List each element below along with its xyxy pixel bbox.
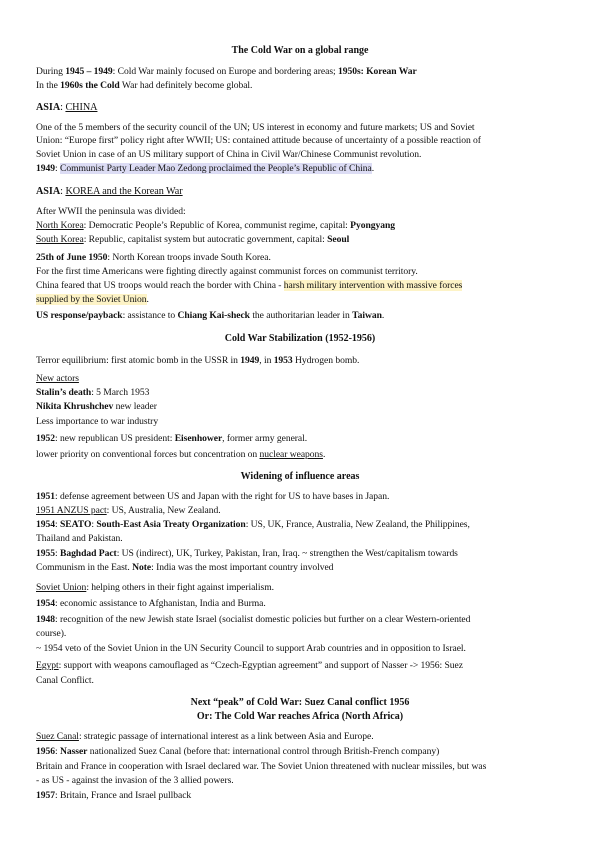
widening-heading: Widening of influence areas [240, 471, 360, 482]
intro-line-2: In the 1960s the Cold War had definitely become global. [36, 80, 253, 91]
widening-line-6: Communism in the East. Note: India was the most important country involved [36, 562, 334, 573]
suez-line-3: Britain and France in cooperation with Israel declared war. The Soviet Union threatened with nuclear missiles, but was [36, 761, 487, 772]
korea-line-7: supplied by the Soviet Union. [36, 294, 149, 305]
widening-line-2: 1951 ANZUS pact: US, Australia, New Zealand. [36, 505, 221, 516]
china-line-1: One of the 5 members of the security council of the UN; US interest in economy and future markets; US and Soviet [36, 122, 475, 133]
stabilization-line-7: lower priority on conventional forces but concentration on nuclear weapons. [36, 449, 326, 460]
widening-line-4: Thailand and Pakistan. [36, 533, 123, 544]
china-line-4: 1949: Communist Party Leader Mao Zedong proclaimed the People’s Republic of China. [36, 163, 375, 174]
korea-line-3: South Korea: Republic, capitalist system but autocratic government, capital: Seoul [36, 234, 350, 245]
highlight-yellow: supplied by the Soviet Union [36, 294, 147, 305]
widening-line-12: Egypt: support with weapons camouflaged as “Czech-Egyptian agreement” and support of Nasser -> 1956: Suez [36, 660, 463, 671]
widening-line-11: ~ 1954 veto of the Soviet Union in the UN Security Council to support Arab countries and in opposition to Israel. [36, 643, 466, 654]
stabilization-line-2: New actors [36, 373, 79, 384]
stabilization-line-3: Stalin’s death: 5 March 1953 [36, 387, 150, 398]
widening-line-5: 1955: Baghdad Pact: US (indirect), UK, Turkey, Pakistan, Iran, Iraq. ~ strengthen the West/capitalism towards [36, 548, 458, 559]
stabilization-line-1: Terror equilibrium: first atomic bomb in the USSR in 1949, in 1953 Hydrogen bomb. [36, 355, 360, 366]
suez-line-1: Suez Canal: strategic passage of international interest as a link between Asia and Europe. [36, 731, 374, 742]
stabilization-line-5: Less importance to war industry [36, 416, 159, 427]
korea-label: ASIA: KOREA and the Korean War [36, 186, 183, 197]
korea-line-5: For the first time Americans were fighting directly against communist forces on communist territory. [36, 266, 418, 277]
highlight-blue: Communist Party Leader Mao Zedong proclaimed the People’s Republic of China [59, 163, 372, 174]
widening-line-13: Canal Conflict. [36, 675, 94, 686]
widening-line-7: Soviet Union: helping others in their fight against imperialism. [36, 582, 274, 593]
korea-line-1: After WWII the peninsula was divided: [36, 206, 186, 217]
widening-line-8: 1954: economic assistance to Afghanistan, India and Burma. [36, 598, 266, 609]
document-title: The Cold War on a global range [231, 45, 369, 56]
suez-line-5: 1957: Britain, France and Israel pullback [36, 790, 192, 801]
widening-line-1: 1951: defense agreement between US and Japan with the right for US to have bases in Japan. [36, 491, 390, 502]
china-line-2: Union: “Europe first” policy right after WWII; US: contained attitude because of uncertainty of a possible reaction of [36, 135, 481, 146]
stabilization-heading: Cold War Stabilization (1952-1956) [224, 333, 376, 344]
korea-line-2: North Korea: Democratic People’s Republic of Korea, communist regime, capital: Pyongyang [36, 220, 396, 231]
korea-line-8: US response/payback: assistance to Chiang Kai-sheck the authoritarian leader in Taiwan. [36, 310, 385, 321]
widening-line-9: 1948: recognition of the new Jewish state Israel (socialist domestic policies but further on a clear Western-oriented [36, 614, 471, 625]
highlight-yellow: harsh military intervention with massive forces [283, 280, 463, 291]
stabilization-line-6: 1952: new republican US president: Eisenhower, former army general. [36, 433, 308, 444]
suez-heading-1: Next “peak” of Cold War: Suez Canal conflict 1956 [190, 697, 410, 708]
suez-heading-2: Or: The Cold War reaches Africa (North Africa) [196, 711, 404, 722]
suez-line-2: 1956: Nasser nationalized Suez Canal (before that: international control through British-French company) [36, 746, 440, 757]
china-label: ASIA: CHINA [36, 102, 98, 113]
china-line-3: Soviet Union in case of an US military support of China in Civil War/Chinese Communist revolution. [36, 149, 422, 160]
widening-line-3: 1954: SEATO: South-East Asia Treaty Organization: US, UK, France, Australia, New Zealand, the Philippines, [36, 519, 470, 530]
widening-line-10: course). [36, 628, 67, 639]
korea-line-4: 25th of June 1950: North Korean troops invade South Korea. [36, 252, 271, 263]
korea-line-6: China feared that US troops would reach the border with China - harsh military intervention with massive forces [36, 280, 463, 291]
stabilization-line-4: Nikita Khrushchev new leader [36, 401, 157, 412]
suez-line-4: - as US - against the invasion of the 3 allied powers. [36, 775, 234, 786]
intro-line-1: During 1945 – 1949: Cold War mainly focused on Europe and bordering areas; 1950s: Korean War [36, 66, 417, 77]
